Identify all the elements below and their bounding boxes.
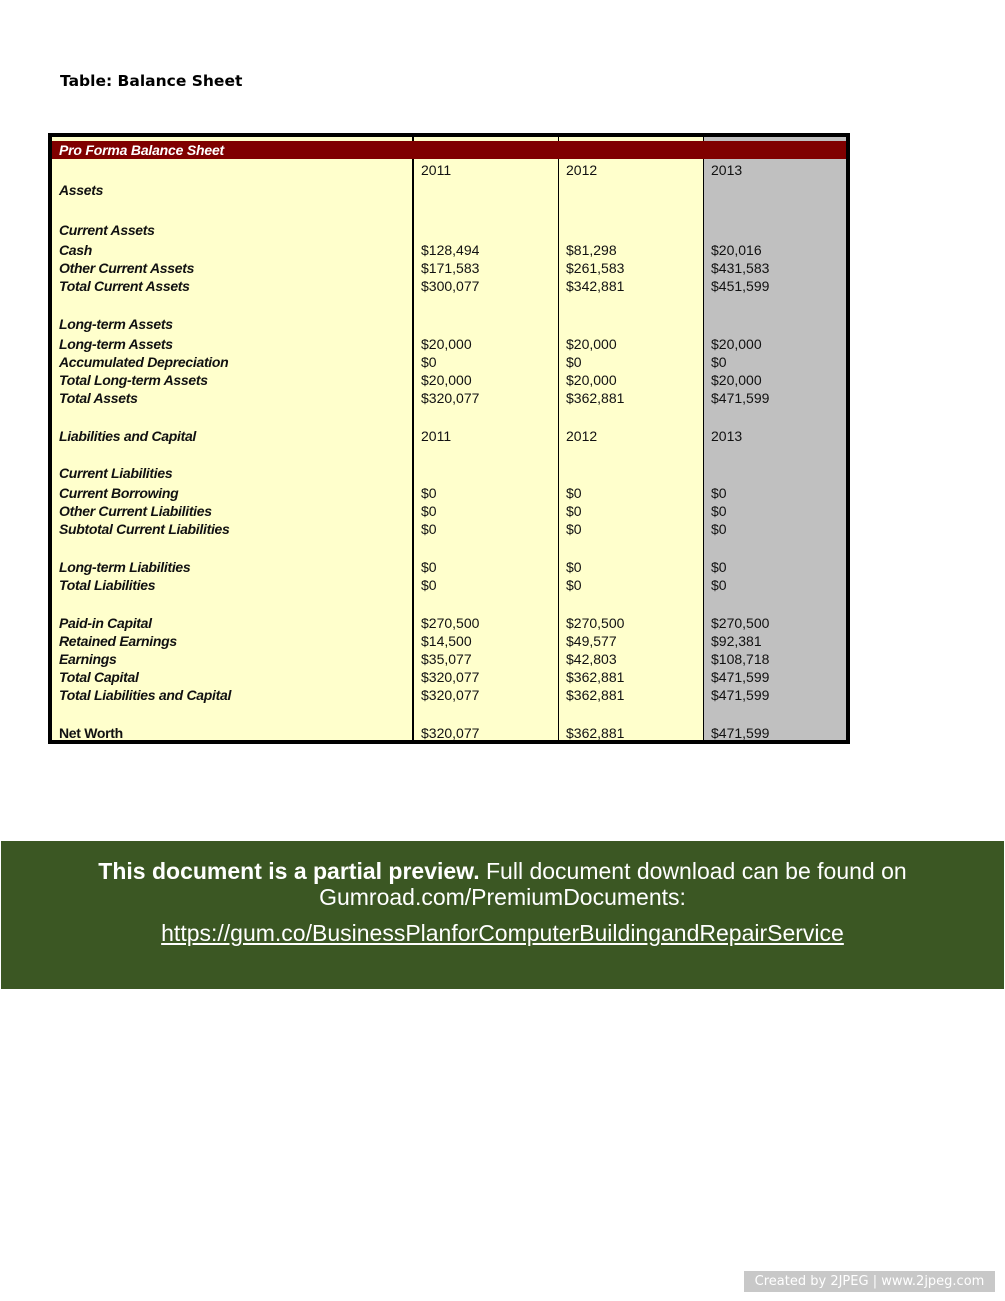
value-2011: $14,500 (421, 633, 472, 649)
value-2012: $270,500 (566, 615, 625, 631)
value-2011: $300,077 (421, 278, 480, 294)
value-2012: $362,881 (566, 390, 625, 406)
value-2012: $261,583 (566, 260, 625, 276)
value-2013: $471,599 (711, 669, 770, 685)
row-label: Total Liabilities and Capital (59, 687, 232, 703)
row-label: Liabilities and Capital (59, 428, 197, 444)
table-row (52, 221, 846, 239)
value-2012: $0 (566, 577, 582, 593)
value-2012: $0 (566, 521, 582, 537)
value-2011: $270,500 (421, 615, 480, 631)
value-2012: $0 (566, 354, 582, 370)
value-2012: $0 (566, 559, 582, 575)
value-2013: $0 (711, 577, 727, 593)
value-2011: $20,000 (421, 372, 472, 388)
table-row (52, 614, 846, 632)
download-link[interactable]: https://gum.co/BusinessPlanforComputerBuildingandRepairService (161, 920, 844, 946)
table-row (52, 520, 846, 538)
value-2013: $20,000 (711, 336, 762, 352)
value-2013: $0 (711, 521, 727, 537)
table-row (52, 389, 846, 407)
value-2012: $81,298 (566, 242, 617, 258)
value-2012: 2012 (566, 428, 598, 444)
row-label: Subtotal Current Liabilities (59, 521, 230, 537)
value-2012: $20,000 (566, 336, 617, 352)
row-label: Net Worth (59, 725, 123, 741)
table-row (52, 724, 846, 742)
value-2012: $42,803 (566, 651, 617, 667)
table-row (52, 650, 846, 668)
table-row (52, 427, 846, 445)
value-2011: $0 (421, 577, 437, 593)
value-2013: $471,599 (711, 725, 770, 741)
table-row (52, 484, 846, 502)
watermark: Created by 2JPEG | www.2jpeg.com (744, 1271, 995, 1292)
row-label: Total Current Assets (59, 278, 190, 294)
row-label: Long-term Assets (59, 336, 173, 352)
page-title: Table: Balance Sheet (60, 72, 243, 90)
table-row (52, 668, 846, 686)
row-label: Total Capital (59, 669, 139, 685)
value-2013: $20,016 (711, 242, 762, 258)
table-row (52, 576, 846, 594)
table-row (52, 241, 846, 259)
balance-sheet-table (48, 133, 850, 744)
row-label: Current Liabilities (59, 465, 173, 481)
value-2011: $35,077 (421, 651, 472, 667)
value-2013: $471,599 (711, 390, 770, 406)
value-2012: $362,881 (566, 687, 625, 703)
table-row (52, 558, 846, 576)
row-label: Long-term Assets (59, 316, 173, 332)
row-label: Total Long-term Assets (59, 372, 208, 388)
table-row (52, 464, 846, 482)
preview-banner (1, 841, 1004, 989)
row-label: Other Current Assets (59, 260, 195, 276)
value-2013: 2013 (711, 428, 743, 444)
table-row (52, 686, 846, 704)
table-row (52, 371, 846, 389)
value-2012: $362,881 (566, 669, 625, 685)
value-2013: $451,599 (711, 278, 770, 294)
banner-line1 (1, 858, 1004, 885)
row-label: Current Assets (59, 222, 155, 238)
value-2012: $0 (566, 485, 582, 501)
row-label: Accumulated Depreciation (59, 354, 229, 370)
value-2011: $320,077 (421, 725, 480, 741)
table-header-bar (52, 141, 846, 159)
value-2011: 2011 (421, 162, 452, 178)
value-2011: $0 (421, 485, 437, 501)
value-2013: $92,381 (711, 633, 762, 649)
table-row (52, 353, 846, 371)
row-label: Paid-in Capital (59, 615, 152, 631)
table-row (52, 259, 846, 277)
row-label: Other Current Liabilities (59, 503, 212, 519)
table-row (52, 277, 846, 295)
value-2011: $320,077 (421, 669, 480, 685)
table-row (52, 315, 846, 333)
value-2013: $0 (711, 485, 727, 501)
value-2012: $49,577 (566, 633, 617, 649)
row-label: Current Borrowing (59, 485, 179, 501)
value-2011: $0 (421, 503, 437, 519)
table-row (52, 632, 846, 650)
row-label: Total Assets (59, 390, 138, 406)
value-2011: $128,494 (421, 242, 480, 258)
value-2012: $20,000 (566, 372, 617, 388)
value-2013: $471,599 (711, 687, 770, 703)
row-label: Cash (59, 242, 93, 258)
value-2011: $320,077 (421, 687, 480, 703)
value-2013: $270,500 (711, 615, 770, 631)
value-2012: $362,881 (566, 725, 625, 741)
value-2011: $320,077 (421, 390, 480, 406)
banner-text: Full document download can be found on (479, 858, 907, 884)
row-label: Long-term Liabilities (59, 559, 191, 575)
table-row (52, 181, 846, 199)
value-2011: $171,583 (421, 260, 480, 276)
value-2013: $0 (711, 559, 727, 575)
table-row (52, 335, 846, 353)
value-2011: 2011 (421, 428, 452, 444)
value-2012: $0 (566, 503, 582, 519)
value-2011: $0 (421, 354, 437, 370)
row-label: Earnings (59, 651, 117, 667)
value-2013: $20,000 (711, 372, 762, 388)
value-2013: $0 (711, 503, 727, 519)
row-label: Retained Earnings (59, 633, 177, 649)
value-2013: $0 (711, 354, 727, 370)
value-2013: $431,583 (711, 260, 770, 276)
value-2011: $0 (421, 521, 437, 537)
banner-bold-text: This document is a partial preview. (98, 858, 480, 884)
value-2013: $108,718 (711, 651, 770, 667)
banner-line2: Gumroad.com/PremiumDocuments: (319, 884, 686, 910)
value-2012: 2012 (566, 162, 598, 178)
table-row (52, 502, 846, 520)
value-2011: $20,000 (421, 336, 472, 352)
value-2011: $0 (421, 559, 437, 575)
value-2013: 2013 (711, 162, 743, 178)
row-label: Total Liabilities (59, 577, 156, 593)
value-2012: $342,881 (566, 278, 625, 294)
table-title: Pro Forma Balance Sheet (59, 142, 225, 158)
table-row (52, 161, 846, 179)
row-label: Assets (59, 182, 104, 198)
